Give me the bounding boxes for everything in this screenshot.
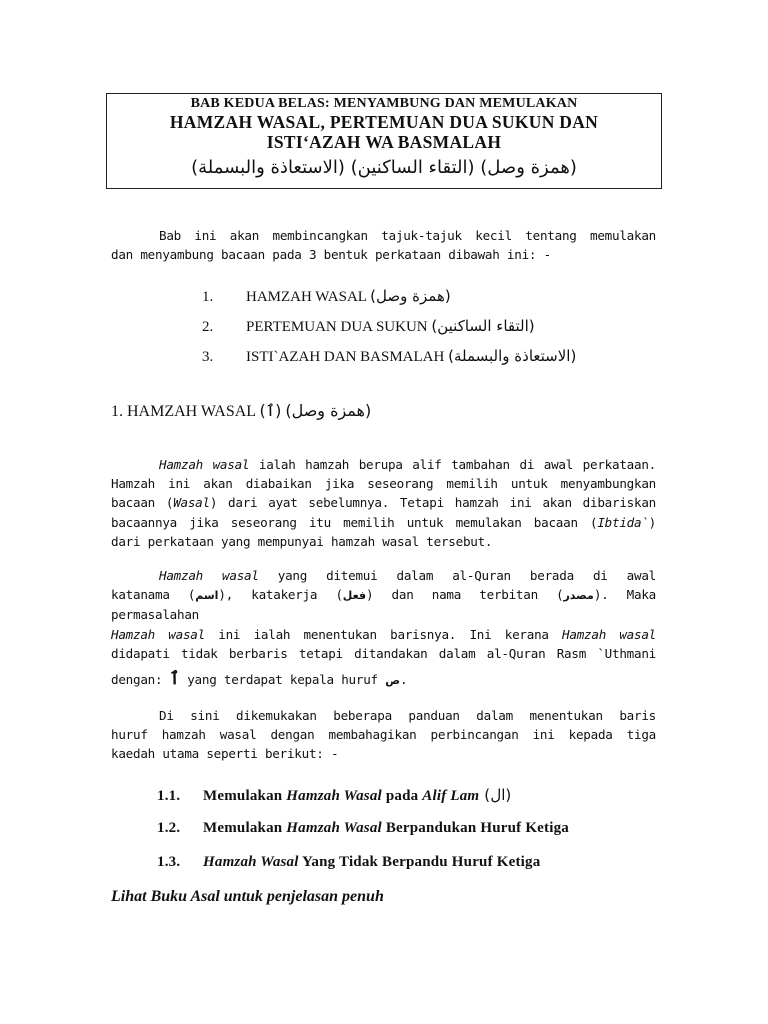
para1-line4a: bacaannya jika seseorang itu memilih untuk memulakan bacaan (: [111, 514, 598, 530]
section-heading-arabic: (همزة وصل): [285, 401, 372, 420]
list-item: [157, 854, 569, 888]
subtopic-number: 1.3.: [157, 854, 181, 870]
para3-line2: huruf hamzah wasal dengan membahagikan perbincangan ini kepada tiga: [111, 727, 656, 743]
list-item-label: PERTEMUAN DUA SUKUN: [246, 319, 428, 335]
list-item-arabic: (التقاء الساكنين): [431, 317, 535, 335]
para1-line5: dari perkataan yang mempunyai hamzah wasal tersebut.: [111, 533, 493, 549]
subtopic-text: Yang Tidak Berpandu Huruf Ketiga: [298, 854, 541, 870]
para2-line1: yang ditemui dalam al-Quran berada di awal: [258, 568, 656, 583]
para2-line2c: ) dan nama terbitan (: [366, 587, 564, 603]
intro-line1: Bab ini akan membincangkan tajuk-tajuk kecil tentang memulakan: [159, 228, 656, 243]
topic-list: [202, 287, 576, 377]
para1-term: Hamzah wasal: [159, 457, 250, 472]
chapter-title-arabic: (همزة وصل) (التقاء الساكنين) (الاستعاذة والبسملة): [191, 157, 577, 178]
paragraph-2: [111, 566, 656, 690]
para2-term-2: Hamzah wasal: [111, 626, 205, 642]
para2-line2b: ), katakerja (: [218, 587, 343, 603]
para1-line3a: bacaan (: [111, 495, 174, 511]
subtopic-text: Memulakan: [203, 820, 287, 836]
subtopic-list: [157, 786, 569, 888]
subtopic-term: Hamzah Wasal: [286, 788, 382, 804]
para1-line4b: ): [648, 514, 656, 530]
para2-line3: ini ialah menentukan barisnya. Ini kerana: [204, 626, 563, 642]
para2-line4: didapati tidak berbaris tetapi ditandakan dalam al-Quran Rasm `Uthmani: [111, 645, 656, 661]
section-heading-label: 1. HAMZAH WASAL: [111, 403, 256, 420]
para3-line3: kaedah utama seperti berikut: -: [111, 746, 339, 762]
para2-term-3: Hamzah wasal: [562, 626, 656, 642]
chapter-title-line1: BAB KEDUA BELAS: MENYAMBUNG DAN MEMULAKAN: [190, 96, 578, 111]
para2-term: Hamzah wasal: [159, 568, 259, 583]
para1-line3b: ) dari ayat sebelumnya. Tetapi hamzah ini akan dibariskan: [209, 495, 656, 511]
paragraph-1: [111, 455, 656, 551]
para2-line5c: .: [400, 672, 408, 688]
paragraph-3: [111, 706, 656, 764]
chapter-title-line2: HAMZAH WASAL, PERTEMUAN DUA SUKUN DAN: [169, 112, 599, 132]
para3-line1: Di sini dikemukakan beberapa panduan dalam menentukan baris: [159, 708, 656, 723]
para2-line2a: katanama (: [111, 587, 196, 603]
list-item-number: 2.: [202, 319, 214, 335]
para2-line5b: yang terdapat kepala huruf: [179, 672, 386, 688]
hamzah-wasal-glyph: ٱ: [169, 669, 180, 690]
subtopic-text: Memulakan: [203, 788, 287, 804]
subtopic-text: Berpandukan Huruf Ketiga: [381, 820, 570, 836]
arabic-letter-sad: ص: [385, 674, 401, 688]
list-item: [202, 287, 576, 317]
para2-line5a: dengan:: [111, 672, 170, 688]
subtopic-number: 1.1.: [157, 788, 181, 804]
subtopic-term: Alif Lam: [422, 788, 480, 804]
para2-line2d: ). Maka permasalahan: [111, 587, 657, 623]
para1-term-ibtida: Ibtida`: [597, 514, 649, 530]
list-item-number: 3.: [202, 349, 214, 365]
arabic-term-fil: فعل: [342, 589, 367, 603]
subtopic-term: Hamzah Wasal: [286, 820, 382, 836]
section-heading: [111, 401, 371, 421]
list-item: [202, 317, 576, 347]
para1-line2: Hamzah ini akan diabaikan jika seseorang memilih untuk menyambungkan: [111, 476, 656, 492]
list-item-arabic: (همزة وصل): [370, 287, 451, 305]
subtopic-text: pada: [381, 788, 423, 804]
list-item-label: HAMZAH WASAL: [246, 289, 367, 305]
arabic-term-ism: اسم: [195, 589, 219, 603]
chapter-title-box: [106, 93, 662, 189]
intro-line2: dan menyambung bacaan pada 3 bentuk perkataan dibawah ini: -: [111, 247, 551, 263]
subtopic-arabic: (ال): [479, 786, 512, 804]
subtopic-number: 1.2.: [157, 820, 181, 836]
section-heading-glyph: (ٱ): [259, 401, 282, 420]
list-item-arabic: (الاستعاذة والبسملة): [448, 347, 577, 365]
list-item-number: 1.: [202, 289, 214, 305]
list-item-label: ISTI`AZAH DAN BASMALAH: [246, 349, 445, 365]
subtopic-term: Hamzah Wasal: [203, 854, 299, 870]
list-item: [157, 786, 569, 820]
arabic-term-masdar: مصدر: [563, 589, 594, 603]
list-item: [157, 820, 569, 854]
chapter-title-line3: ISTI‘AZAH WA BASMALAH: [266, 132, 502, 152]
para1-line1: ialah hamzah berupa alif tambahan di awal perkataan.: [249, 457, 656, 472]
list-item: [202, 347, 576, 377]
para1-term-wasal: Wasal: [173, 495, 210, 511]
intro-paragraph: [111, 226, 656, 264]
footer-note: Lihat Buku Asal untuk penjelasan penuh: [111, 888, 384, 905]
